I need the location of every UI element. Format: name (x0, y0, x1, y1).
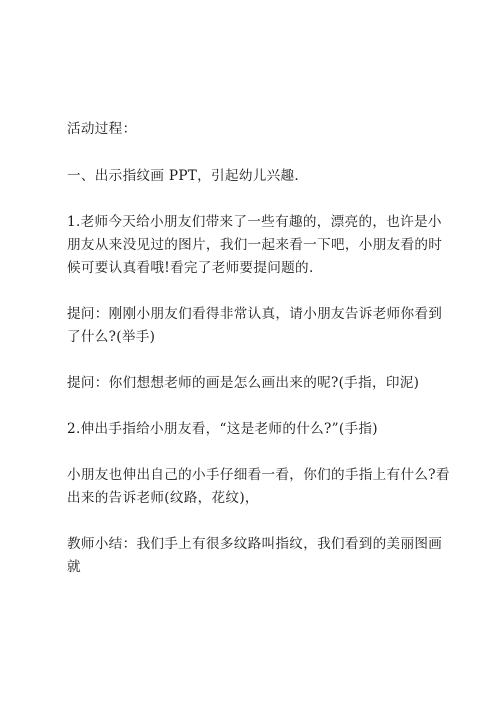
paragraph-1: 一、出示指纹画 PPT，引起幼儿兴趣. (67, 168, 300, 184)
paragraph-2: 1.老师今天给小朋友们带来了一些有趣的，漂亮的，也许是小朋友从来没见过的图片，我们一起来看一下吧，小朋友看的时候可要认真看哦!看完了老师要提问题的. (67, 214, 443, 276)
paragraph-5: 2.伸出手指给小朋友看，“这是老师的什么?”(手指) (67, 421, 378, 437)
paragraph-6: 小朋友也伸出自己的小手仔细看一看，你们的手指上有什么?看出来的告诉老师(纹路，花纹)， (67, 467, 450, 506)
paragraph-7: 教师小结：我们手上有很多纹路叫指纹，我们看到的美丽图画就 (67, 536, 443, 575)
paragraph-4: 提问：你们想想老师的画是怎么画出来的呢?(手指，印泥) (67, 375, 420, 391)
section-heading: 活动过程： (67, 121, 137, 137)
paragraph-3: 提问：刚刚小朋友们看得非常认真，请小朋友告诉老师你看到了什么?(举手) (67, 306, 443, 345)
document-body (67, 118, 452, 602)
